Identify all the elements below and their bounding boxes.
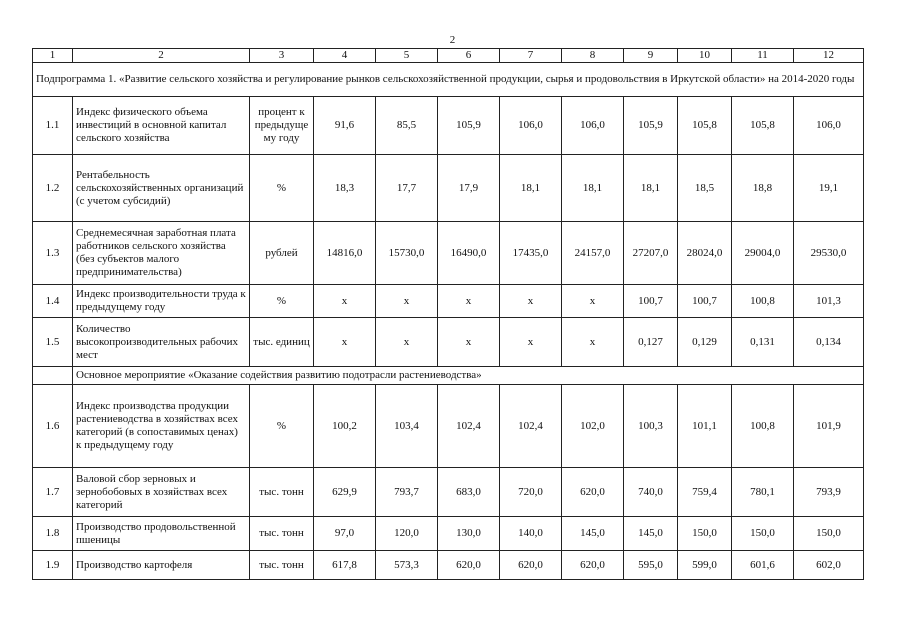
value-cell: 629,9 — [314, 468, 376, 517]
unit-cell: % — [250, 155, 314, 222]
value-cell: 27207,0 — [624, 222, 678, 285]
unit-cell: % — [250, 285, 314, 318]
value-cell: x — [562, 285, 624, 318]
value-cell: 17,9 — [438, 155, 500, 222]
unit-cell: % — [250, 385, 314, 468]
value-cell: 19,1 — [794, 155, 864, 222]
row-number: 1.6 — [33, 385, 73, 468]
value-cell: 102,4 — [438, 385, 500, 468]
value-cell: 14816,0 — [314, 222, 376, 285]
value-cell: 599,0 — [678, 551, 732, 580]
indicators-table — [32, 48, 864, 580]
value-cell: 140,0 — [500, 517, 562, 551]
table-row — [33, 318, 864, 367]
value-cell: 103,4 — [376, 385, 438, 468]
value-cell: 0,129 — [678, 318, 732, 367]
value-cell: 740,0 — [624, 468, 678, 517]
indicator-name: Количество высокопроизводительных рабочих мест — [73, 318, 250, 367]
indicator-name: Среднемесячная заработная плата работников сельского хозяйства (без субъектов малого предпринимательства) — [73, 222, 250, 285]
value-cell: 18,3 — [314, 155, 376, 222]
value-cell: 150,0 — [678, 517, 732, 551]
unit-cell: тыс. единиц — [250, 318, 314, 367]
value-cell: 620,0 — [562, 551, 624, 580]
value-cell: 120,0 — [376, 517, 438, 551]
value-cell: x — [500, 285, 562, 318]
value-cell: 105,9 — [624, 97, 678, 155]
value-cell: 106,0 — [562, 97, 624, 155]
row-number: 1.7 — [33, 468, 73, 517]
value-cell: 106,0 — [794, 97, 864, 155]
value-cell: 720,0 — [500, 468, 562, 517]
value-cell: 145,0 — [562, 517, 624, 551]
value-cell: 683,0 — [438, 468, 500, 517]
value-cell: x — [376, 318, 438, 367]
value-cell: 145,0 — [624, 517, 678, 551]
indicator-name: Рентабельность сельскохозяйственных организаций (с учетом субсидий) — [73, 155, 250, 222]
value-cell: 102,4 — [500, 385, 562, 468]
value-cell: 105,9 — [438, 97, 500, 155]
value-cell: 91,6 — [314, 97, 376, 155]
section-title: Подпрограмма 1. «Развитие сельского хозяйства и регулирование рынков сельскохозяйственной продукции, сырья и продовольствия в Иркутской области» на 2014-2020 годы — [33, 63, 864, 97]
row-number: 1.9 — [33, 551, 73, 580]
value-cell: 102,0 — [562, 385, 624, 468]
value-cell: 100,8 — [732, 285, 794, 318]
value-cell: 101,9 — [794, 385, 864, 468]
main-activity-row — [33, 367, 864, 385]
value-cell: 18,1 — [500, 155, 562, 222]
table-row — [33, 551, 864, 580]
value-cell: 105,8 — [732, 97, 794, 155]
column-header-12: 12 — [794, 49, 864, 63]
section-num-cell — [33, 367, 73, 385]
value-cell: 617,8 — [314, 551, 376, 580]
column-header-3: 3 — [250, 49, 314, 63]
table-row — [33, 97, 864, 155]
table-row — [33, 517, 864, 551]
column-header-10: 10 — [678, 49, 732, 63]
value-cell: 0,134 — [794, 318, 864, 367]
value-cell: 0,131 — [732, 318, 794, 367]
section-title: Основное мероприятие «Оказание содействия развитию подотрасли растениеводства» — [73, 367, 864, 385]
value-cell: 100,2 — [314, 385, 376, 468]
value-cell: x — [376, 285, 438, 318]
value-cell: 130,0 — [438, 517, 500, 551]
indicator-name: Валовой сбор зерновых и зернобобовых в хозяйствах всех категорий — [73, 468, 250, 517]
table-row — [33, 385, 864, 468]
row-number: 1.4 — [33, 285, 73, 318]
indicator-name: Производство картофеля — [73, 551, 250, 580]
row-number: 1.5 — [33, 318, 73, 367]
value-cell: 780,1 — [732, 468, 794, 517]
table-row — [33, 222, 864, 285]
value-cell: 620,0 — [562, 468, 624, 517]
indicator-name: Производство продовольственной пшеницы — [73, 517, 250, 551]
value-cell: 100,3 — [624, 385, 678, 468]
unit-cell: тыс. тонн — [250, 551, 314, 580]
value-cell: 101,1 — [678, 385, 732, 468]
value-cell: 620,0 — [500, 551, 562, 580]
value-cell: x — [562, 318, 624, 367]
column-header-8: 8 — [562, 49, 624, 63]
row-number: 1.8 — [33, 517, 73, 551]
value-cell: 602,0 — [794, 551, 864, 580]
value-cell: 601,6 — [732, 551, 794, 580]
value-cell: 793,7 — [376, 468, 438, 517]
value-cell: 18,1 — [562, 155, 624, 222]
column-header-6: 6 — [438, 49, 500, 63]
value-cell: 17435,0 — [500, 222, 562, 285]
value-cell: x — [438, 285, 500, 318]
value-cell: 100,7 — [678, 285, 732, 318]
value-cell: 573,3 — [376, 551, 438, 580]
column-header-4: 4 — [314, 49, 376, 63]
value-cell: 29004,0 — [732, 222, 794, 285]
value-cell: 15730,0 — [376, 222, 438, 285]
value-cell: 85,5 — [376, 97, 438, 155]
value-cell: 793,9 — [794, 468, 864, 517]
value-cell: 24157,0 — [562, 222, 624, 285]
value-cell: 16490,0 — [438, 222, 500, 285]
column-header-2: 2 — [73, 49, 250, 63]
value-cell: x — [500, 318, 562, 367]
column-header-9: 9 — [624, 49, 678, 63]
value-cell: 150,0 — [794, 517, 864, 551]
value-cell: 18,5 — [678, 155, 732, 222]
table-body — [33, 49, 864, 580]
value-cell: 17,7 — [376, 155, 438, 222]
indicator-name: Индекс производительности труда к предыдущему году — [73, 285, 250, 318]
unit-cell: рублей — [250, 222, 314, 285]
row-number: 1.1 — [33, 97, 73, 155]
indicator-name: Индекс физического объема инвестиций в основной капитал сельского хозяйства — [73, 97, 250, 155]
value-cell: 620,0 — [438, 551, 500, 580]
value-cell: 29530,0 — [794, 222, 864, 285]
value-cell: 18,1 — [624, 155, 678, 222]
header-row — [33, 49, 864, 63]
value-cell: 105,8 — [678, 97, 732, 155]
unit-cell: тыс. тонн — [250, 468, 314, 517]
column-header-1: 1 — [33, 49, 73, 63]
value-cell: x — [314, 285, 376, 318]
value-cell: 595,0 — [624, 551, 678, 580]
value-cell: 0,127 — [624, 318, 678, 367]
value-cell: 28024,0 — [678, 222, 732, 285]
page-number: 2 — [449, 34, 456, 46]
table-row — [33, 468, 864, 517]
row-number: 1.2 — [33, 155, 73, 222]
value-cell: 106,0 — [500, 97, 562, 155]
column-header-7: 7 — [500, 49, 562, 63]
indicator-name: Индекс производства продукции растениеводства в хозяйствах всех категорий (в сопоставимых ценах) к предыдущему году — [73, 385, 250, 468]
unit-cell: тыс. тонн — [250, 517, 314, 551]
row-number: 1.3 — [33, 222, 73, 285]
value-cell: 100,8 — [732, 385, 794, 468]
column-header-11: 11 — [732, 49, 794, 63]
value-cell: 100,7 — [624, 285, 678, 318]
value-cell: x — [314, 318, 376, 367]
value-cell: x — [438, 318, 500, 367]
table-row — [33, 155, 864, 222]
unit-cell: процент к предыдуще му году — [250, 97, 314, 155]
value-cell: 18,8 — [732, 155, 794, 222]
subprogram-row — [33, 63, 864, 97]
value-cell: 97,0 — [314, 517, 376, 551]
value-cell: 150,0 — [732, 517, 794, 551]
value-cell: 759,4 — [678, 468, 732, 517]
value-cell: 101,3 — [794, 285, 864, 318]
column-header-5: 5 — [376, 49, 438, 63]
table-row — [33, 285, 864, 318]
